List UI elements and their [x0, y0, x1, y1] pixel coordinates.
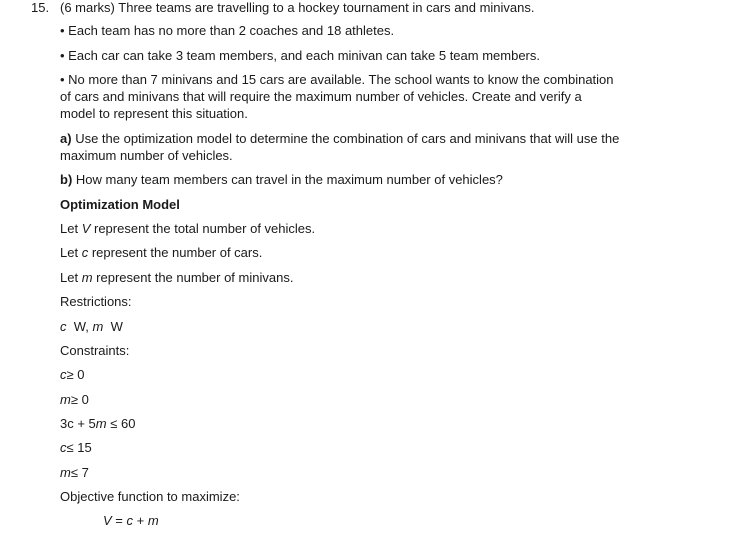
part-b-text: How many team members can travel in the maximum number of vehicles? [75, 172, 503, 187]
question-stem [60, 0, 534, 16]
objective-label: Objective function to maximize: [60, 489, 240, 504]
var-v-desc: represent the total number of vehicles. [94, 221, 316, 236]
part-a [60, 130, 625, 164]
restrictions-line [60, 318, 123, 335]
restriction-set1: W, [73, 319, 89, 334]
bullet-3: • No more than 7 minivans and 15 cars are available. The school wants to know the combination of cars and minivans that will require the maximum number of vehicles. Create and verify a model to represent this situation. [60, 72, 614, 121]
restriction-set2: W [110, 319, 123, 334]
define-m [60, 269, 293, 286]
var-c-desc: represent the number of cars. [91, 245, 263, 260]
objective-plus: + [136, 513, 145, 528]
objective-function [103, 512, 159, 529]
constraint-5 [60, 464, 89, 481]
objective-eq: = [115, 513, 123, 528]
constraint-3-pre: 3c + 5 [60, 416, 96, 431]
var-m-desc: represent the number of minivans. [96, 270, 294, 285]
part-a-label: a) [60, 131, 72, 146]
bullet-2: • Each car can take 3 team members, and each minivan can take 5 team members. [60, 48, 540, 63]
define-v [60, 220, 315, 237]
restrictions-label: Restrictions: [60, 294, 132, 309]
constraint-2-var: m [60, 392, 71, 407]
constraint-4-rest: ≤ 15 [66, 440, 92, 455]
constraint-1-var: c [60, 367, 67, 382]
constraint-5-rest: ≤ 7 [70, 465, 89, 480]
constraint-5-var: m [60, 465, 71, 480]
constraint-1 [60, 366, 84, 383]
let-prefix: Let [60, 245, 79, 260]
stem-text: Three teams are travelling to a hockey tournament in cars and minivans. [118, 0, 535, 15]
objective-c: c [126, 513, 134, 528]
constraint-2 [60, 391, 89, 408]
constraint-2-rest: ≥ 0 [70, 392, 89, 407]
constraint-3 [60, 415, 135, 432]
constraint-1-rest: ≥ 0 [66, 367, 85, 382]
question-number: 15. [31, 0, 50, 15]
part-a-text: Use the optimization model to determine the combination of cars and minivans that will use the maximum number of vehicles. [60, 131, 620, 163]
objective-m: m [147, 513, 159, 528]
constraint-3-rest: ≤ 60 [110, 416, 136, 431]
let-prefix: Let [60, 221, 79, 236]
define-c [60, 244, 262, 261]
let-prefix: Let [60, 270, 79, 285]
var-c: c [81, 245, 89, 260]
constraint-3-var: m [95, 416, 107, 431]
model-heading: Optimization Model [60, 197, 180, 212]
var-v: V [81, 221, 91, 236]
part-b-label: b) [60, 172, 73, 187]
marks-label: (6 marks) [60, 0, 115, 15]
constraint-4 [60, 439, 92, 456]
var-m: m [81, 270, 93, 285]
objective-v: V [103, 513, 112, 528]
constraint-4-var: c [60, 440, 67, 455]
constraints-label: Constraints: [60, 343, 130, 358]
part-b [60, 171, 503, 188]
restriction-m: m [92, 319, 104, 334]
bullet-1: • Each team has no more than 2 coaches and 18 athletes. [60, 23, 395, 38]
restriction-c: c [60, 319, 67, 334]
